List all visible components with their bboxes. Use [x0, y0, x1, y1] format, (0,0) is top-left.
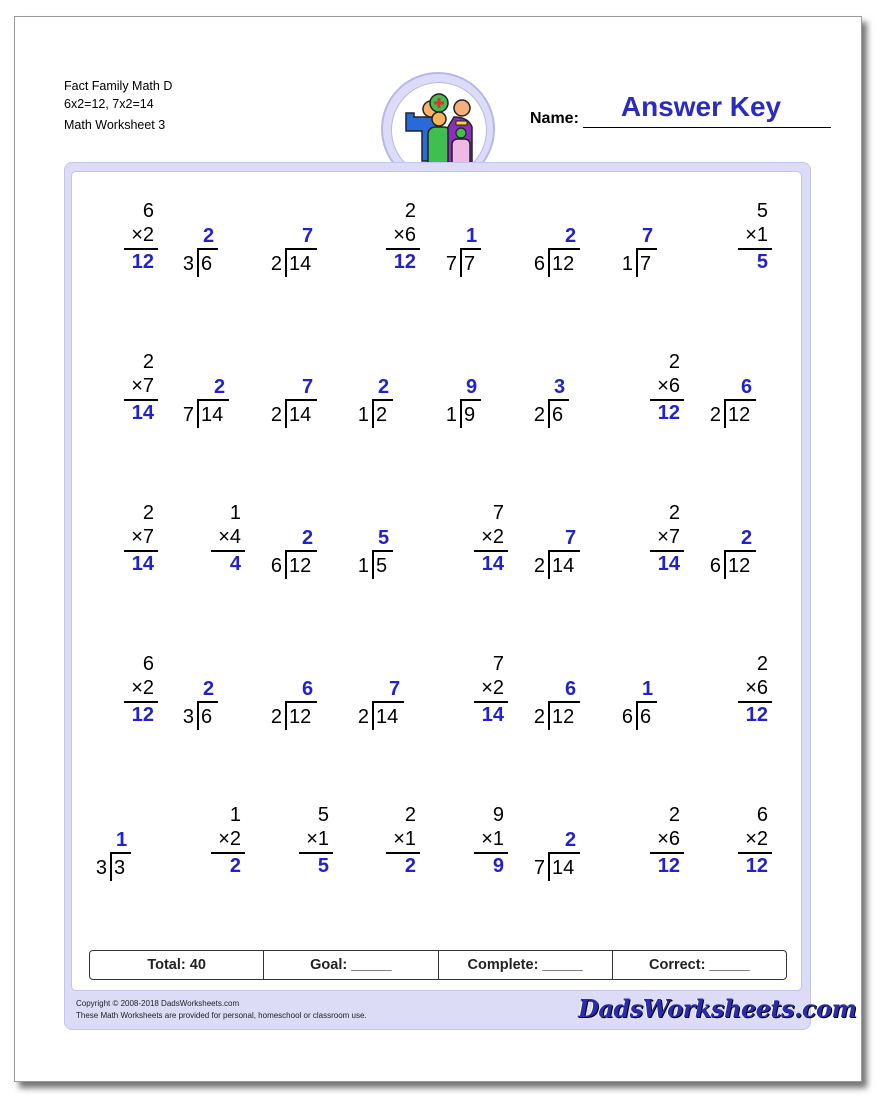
answer-value: 7 — [642, 225, 654, 247]
answer-value: 1 — [116, 829, 128, 851]
footer-text — [76, 998, 367, 1022]
factor-top: 1 — [229, 502, 241, 524]
answer-value: 4 — [229, 553, 241, 575]
factor-top: 5 — [317, 804, 329, 826]
answer-line — [211, 550, 245, 552]
multiplication-problem — [438, 502, 518, 582]
divisor: 1 — [357, 555, 369, 577]
divisor: 6 — [709, 555, 721, 577]
factor-bottom: ×2 — [745, 828, 768, 850]
answer-line — [124, 399, 158, 401]
division-problem — [350, 502, 430, 582]
factor-top: 5 — [756, 200, 768, 222]
factor-bottom: ×7 — [131, 375, 154, 397]
answer-value: 5 — [756, 251, 768, 273]
dividend: 12 — [289, 555, 312, 577]
dividend: 6 — [201, 706, 213, 728]
answer-value: 2 — [214, 376, 226, 398]
factor-top: 2 — [142, 502, 154, 524]
division-bracket — [724, 550, 726, 579]
factor-bottom: ×6 — [393, 224, 416, 246]
tally-goal[interactable]: Goal: _____ — [264, 951, 438, 979]
division-problem — [263, 502, 343, 582]
answer-value: 14 — [657, 553, 680, 575]
answer-value: 12 — [657, 855, 680, 877]
division-bracket — [548, 550, 550, 579]
brand-logo: DadsWorksheets.com — [578, 994, 857, 1023]
answer-value: 6 — [741, 376, 753, 398]
division-problem — [526, 653, 606, 733]
factor-top: 2 — [404, 200, 416, 222]
division-bar — [285, 701, 317, 703]
answer-line — [124, 701, 158, 703]
division-problem — [438, 200, 518, 280]
dividend: 14 — [376, 706, 399, 728]
answer-value: 5 — [378, 527, 390, 549]
multiplication-problem — [614, 804, 694, 884]
answer-value: 12 — [393, 251, 416, 273]
factor-bottom: ×1 — [745, 224, 768, 246]
multiplication-problem — [88, 200, 168, 280]
division-bracket — [548, 248, 550, 277]
dividend: 14 — [289, 253, 312, 275]
division-bracket — [285, 248, 287, 277]
division-problem — [438, 351, 518, 431]
division-problem — [263, 653, 343, 733]
division-problem — [526, 351, 606, 431]
answer-value: 9 — [492, 855, 504, 877]
division-problem — [175, 351, 255, 431]
factor-top: 6 — [142, 653, 154, 675]
division-bracket — [197, 399, 199, 428]
dividend: 12 — [552, 706, 575, 728]
division-bracket — [197, 701, 199, 730]
division-bar — [197, 399, 229, 401]
factor-top: 1 — [229, 804, 241, 826]
division-problem — [263, 200, 343, 280]
answer-value: 14 — [481, 704, 504, 726]
division-bar — [548, 852, 580, 854]
division-bar — [724, 550, 756, 552]
answer-value: 6 — [565, 678, 577, 700]
answer-value: 14 — [131, 402, 154, 424]
factor-top: 9 — [492, 804, 504, 826]
dividend: 14 — [552, 857, 575, 879]
answer-key-title: Answer Key — [620, 91, 782, 122]
answer-value: 9 — [466, 376, 478, 398]
division-bar — [636, 701, 657, 703]
division-problem — [263, 351, 343, 431]
answer-value: 12 — [745, 704, 768, 726]
division-problem — [526, 200, 606, 280]
answer-value: 14 — [481, 553, 504, 575]
answer-value: 2 — [378, 376, 390, 398]
answer-value: 7 — [389, 678, 401, 700]
dividend: 9 — [464, 404, 476, 426]
answer-value: 5 — [317, 855, 329, 877]
dividend: 3 — [114, 857, 126, 879]
divisor: 7 — [182, 404, 194, 426]
divisor: 7 — [445, 253, 457, 275]
factor-bottom: ×2 — [481, 526, 504, 548]
divisor: 2 — [270, 253, 282, 275]
answer-value: 1 — [642, 678, 654, 700]
factor-top: 2 — [668, 502, 680, 524]
divisor: 6 — [270, 555, 282, 577]
multiplication-problem — [702, 653, 782, 733]
answer-value: 7 — [565, 527, 577, 549]
division-problem — [526, 804, 606, 884]
divisor: 1 — [357, 404, 369, 426]
multiplication-problem — [350, 804, 430, 884]
answer-line — [738, 248, 772, 250]
division-bar — [285, 550, 317, 552]
division-bar — [636, 248, 657, 250]
answer-value: 12 — [131, 251, 154, 273]
answer-value: 2 — [565, 225, 577, 247]
division-bar — [460, 399, 481, 401]
score-tally — [89, 950, 787, 980]
multiplication-problem — [88, 502, 168, 582]
factor-bottom: ×6 — [657, 375, 680, 397]
answer-line — [650, 852, 684, 854]
division-bar — [197, 248, 218, 250]
division-bracket — [548, 852, 550, 881]
dividend: 6 — [552, 404, 564, 426]
answer-value: 2 — [565, 829, 577, 851]
divisor: 2 — [533, 404, 545, 426]
factor-bottom: ×2 — [218, 828, 241, 850]
divisor: 2 — [533, 706, 545, 728]
divisor: 2 — [533, 555, 545, 577]
factor-top: 2 — [142, 351, 154, 373]
dividend: 14 — [289, 404, 312, 426]
dividend: 12 — [728, 555, 751, 577]
name-label: Name: — [530, 110, 579, 127]
division-bracket — [460, 399, 462, 428]
division-bracket — [110, 852, 112, 881]
factor-bottom: ×1 — [481, 828, 504, 850]
factor-bottom: ×7 — [131, 526, 154, 548]
factor-top: 2 — [756, 653, 768, 675]
tally-total: Total: 40 — [90, 951, 264, 979]
dividend: 7 — [464, 253, 476, 275]
answer-value: 2 — [741, 527, 753, 549]
dividend: 12 — [728, 404, 751, 426]
dividend: 6 — [201, 253, 213, 275]
factor-bottom: ×6 — [657, 828, 680, 850]
division-bar — [548, 701, 580, 703]
answer-value: 12 — [745, 855, 768, 877]
usage-notice: These Math Worksheets are provided for personal, homeschool or classroom use. — [76, 1011, 367, 1020]
divisor: 1 — [445, 404, 457, 426]
answer-line — [386, 248, 420, 250]
divisor: 2 — [270, 404, 282, 426]
division-bracket — [197, 248, 199, 277]
division-problem — [614, 200, 694, 280]
division-bar — [724, 399, 756, 401]
dividend: 6 — [640, 706, 652, 728]
multiplication-problem — [263, 804, 343, 884]
division-bar — [285, 248, 317, 250]
divisor: 3 — [182, 253, 194, 275]
worksheet-title: Fact Family Math D — [64, 79, 173, 93]
division-bar — [372, 550, 393, 552]
factor-bottom: ×7 — [657, 526, 680, 548]
dividend: 7 — [640, 253, 652, 275]
factor-top: 2 — [404, 804, 416, 826]
division-bracket — [460, 248, 462, 277]
multiplication-problem — [175, 502, 255, 582]
worksheet-facts: 6x2=12, 7x2=14 — [64, 97, 154, 111]
divisor: 6 — [621, 706, 633, 728]
multiplication-problem — [438, 653, 518, 733]
factor-top: 7 — [492, 502, 504, 524]
answer-line — [299, 852, 333, 854]
factor-bottom: ×6 — [745, 677, 768, 699]
answer-line — [474, 550, 508, 552]
answer-value: 1 — [466, 225, 478, 247]
factor-bottom: ×2 — [481, 677, 504, 699]
dividend: 12 — [289, 706, 312, 728]
tally-correct[interactable]: Correct: _____ — [649, 957, 750, 973]
answer-line — [386, 852, 420, 854]
division-problem — [350, 351, 430, 431]
division-bar — [548, 248, 580, 250]
tally-complete[interactable]: Complete: _____ — [439, 951, 613, 979]
factor-top: 7 — [492, 653, 504, 675]
multiplication-problem — [175, 804, 255, 884]
answer-value: 12 — [657, 402, 680, 424]
answer-line — [474, 701, 508, 703]
factor-top: 2 — [668, 804, 680, 826]
name-field-line[interactable] — [583, 127, 831, 128]
division-bracket — [548, 701, 550, 730]
copyright-text: Copyright © 2008-2018 DadsWorksheets.com — [76, 999, 240, 1008]
division-bracket — [285, 550, 287, 579]
division-bar — [548, 550, 580, 552]
division-bar — [548, 399, 569, 401]
division-bar — [110, 852, 131, 854]
divisor: 1 — [621, 253, 633, 275]
division-problem — [350, 653, 430, 733]
answer-value: 2 — [302, 527, 314, 549]
factor-bottom: ×1 — [306, 828, 329, 850]
division-problem — [702, 502, 782, 582]
division-bracket — [372, 399, 374, 428]
answer-line — [124, 248, 158, 250]
division-problem — [88, 804, 168, 884]
divisor: 2 — [709, 404, 721, 426]
multiplication-problem — [88, 653, 168, 733]
answer-line — [650, 399, 684, 401]
answer-line — [211, 852, 245, 854]
division-bracket — [636, 701, 638, 730]
multiplication-problem — [88, 351, 168, 431]
dividend: 12 — [552, 253, 575, 275]
factor-bottom: ×4 — [218, 526, 241, 548]
dividend: 5 — [376, 555, 388, 577]
division-bracket — [724, 399, 726, 428]
multiplication-problem — [614, 502, 694, 582]
division-problem — [175, 653, 255, 733]
multiplication-problem — [614, 351, 694, 431]
answer-value: 12 — [131, 704, 154, 726]
answer-value: 2 — [229, 855, 241, 877]
division-bracket — [372, 701, 374, 730]
answer-line — [738, 852, 772, 854]
answer-value: 2 — [404, 855, 416, 877]
divisor: 6 — [533, 253, 545, 275]
multiplication-problem — [438, 804, 518, 884]
division-bracket — [285, 399, 287, 428]
factor-top: 2 — [668, 351, 680, 373]
answer-line — [474, 852, 508, 854]
divisor: 3 — [95, 857, 107, 879]
answer-line — [124, 550, 158, 552]
divisor: 2 — [357, 706, 369, 728]
division-bracket — [372, 550, 374, 579]
division-bracket — [285, 701, 287, 730]
divisor: 7 — [533, 857, 545, 879]
dividend: 14 — [201, 404, 224, 426]
division-problem — [175, 200, 255, 280]
divisor: 3 — [182, 706, 194, 728]
answer-value: 6 — [302, 678, 314, 700]
answer-line — [738, 701, 772, 703]
multiplication-problem — [350, 200, 430, 280]
answer-value: 3 — [554, 376, 566, 398]
division-bar — [285, 399, 317, 401]
division-bar — [372, 701, 404, 703]
factor-bottom: ×1 — [393, 828, 416, 850]
division-bar — [197, 701, 218, 703]
answer-value: 7 — [302, 225, 314, 247]
factor-bottom: ×2 — [131, 677, 154, 699]
division-bracket — [636, 248, 638, 277]
division-problem — [526, 502, 606, 582]
answer-value: 2 — [203, 225, 215, 247]
factor-bottom: ×2 — [131, 224, 154, 246]
answer-value: 2 — [203, 678, 215, 700]
worksheet-subtitle: Math Worksheet 3 — [64, 118, 166, 132]
division-bar — [372, 399, 393, 401]
answer-value: 14 — [131, 553, 154, 575]
multiplication-problem — [702, 804, 782, 884]
factor-top: 6 — [756, 804, 768, 826]
division-problem — [614, 653, 694, 733]
divisor: 2 — [270, 706, 282, 728]
factor-top: 6 — [142, 200, 154, 222]
answer-line — [650, 550, 684, 552]
division-bar — [460, 248, 481, 250]
answer-value: 7 — [302, 376, 314, 398]
dividend: 2 — [376, 404, 388, 426]
division-bracket — [548, 399, 550, 428]
dividend: 14 — [552, 555, 575, 577]
multiplication-problem — [702, 200, 782, 280]
division-problem — [702, 351, 782, 431]
